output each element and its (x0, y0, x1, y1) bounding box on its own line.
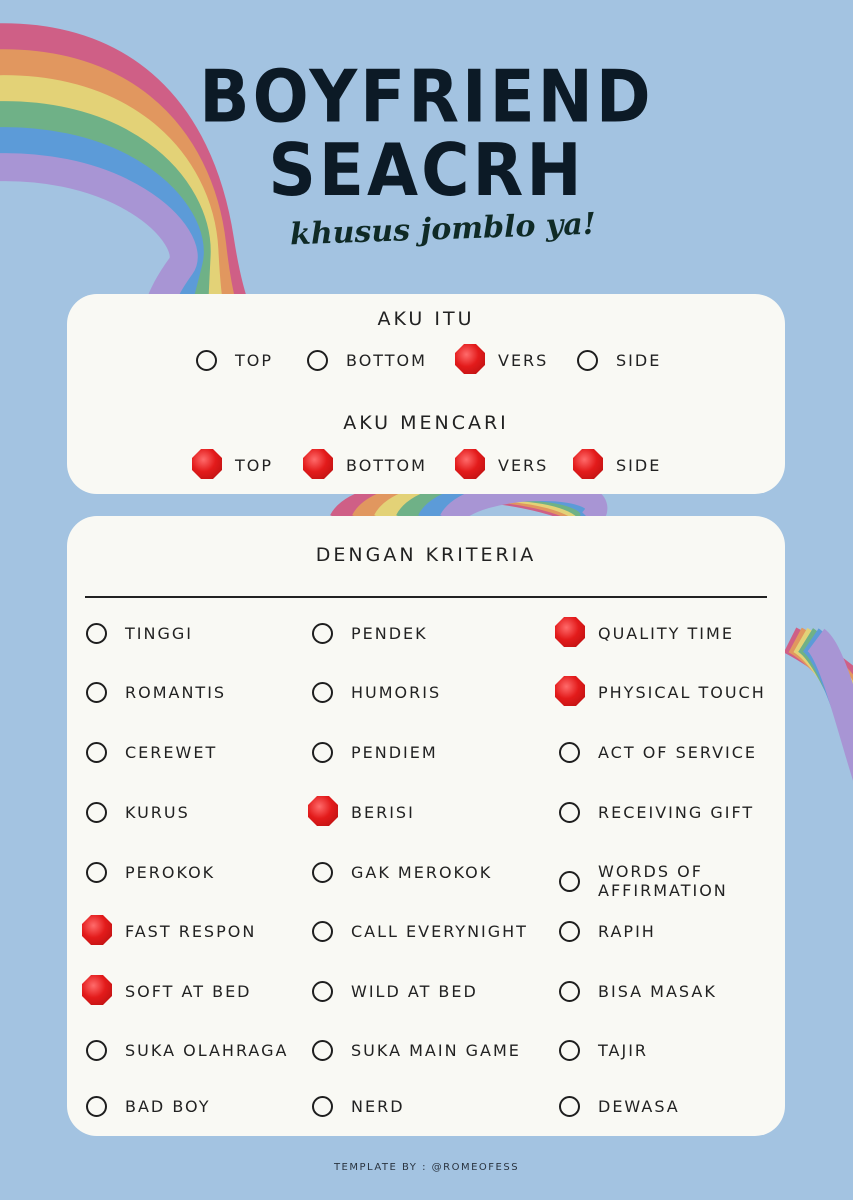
option-label: RAPIH (598, 922, 656, 941)
option-label: VERS (498, 456, 549, 475)
option-label: SIDE (616, 351, 662, 370)
option-label: SIDE (616, 456, 662, 475)
option-label: NERD (351, 1097, 405, 1116)
radio-empty-icon[interactable] (559, 921, 580, 942)
criteria-card (67, 516, 785, 1136)
aku-itu-option-top[interactable] (196, 350, 273, 371)
option-label: PEROKOK (125, 863, 216, 882)
divider (85, 596, 767, 598)
option-label: SUKA OLAHRAGA (125, 1041, 289, 1060)
radio-checked-icon[interactable] (459, 350, 480, 371)
radio-checked-icon[interactable] (86, 981, 107, 1002)
criteria-option-cerewet[interactable] (86, 742, 217, 763)
radio-empty-icon[interactable] (86, 862, 107, 883)
criteria-option-call-everynight[interactable] (312, 921, 528, 942)
radio-checked-icon[interactable] (86, 921, 107, 942)
criteria-option-fast-respon[interactable] (86, 921, 256, 942)
option-label: SOFT AT BED (125, 982, 252, 1001)
radio-empty-icon[interactable] (559, 1096, 580, 1117)
option-label: TAJIR (598, 1041, 649, 1060)
option-label: VERS (498, 351, 549, 370)
option-label: TOP (235, 456, 274, 475)
criteria-option-kurus[interactable] (86, 802, 190, 823)
radio-empty-icon[interactable] (312, 1096, 333, 1117)
radio-checked-icon[interactable] (559, 623, 580, 644)
rainbow-band (800, 640, 853, 772)
criteria-option-tinggi[interactable] (86, 623, 193, 644)
radio-checked-icon[interactable] (577, 455, 598, 476)
option-label: TINGGI (125, 624, 193, 643)
radio-empty-icon[interactable] (86, 623, 107, 644)
criteria-option-rapih[interactable] (559, 921, 656, 942)
rainbow-band (816, 640, 853, 850)
option-label: TOP (235, 351, 274, 370)
option-label: QUALITY TIME (598, 624, 734, 643)
aku-mencari-option-side[interactable] (577, 455, 661, 476)
option-label: FAST RESPON (125, 922, 257, 941)
template-credit: TEMPLATE BY : @ROMEOFESS (333, 1162, 520, 1173)
radio-checked-icon[interactable] (307, 455, 328, 476)
criteria-option-bisa-masak[interactable] (559, 981, 717, 1002)
option-label: SUKA MAIN GAME (351, 1041, 521, 1060)
page-title-line2: SEACRH (268, 128, 585, 213)
option-label: PENDIEM (351, 743, 438, 762)
aku-itu-option-bottom[interactable] (307, 350, 427, 371)
criteria-option-soft-at-bed[interactable] (86, 981, 252, 1002)
criteria-option-tajir[interactable] (559, 1040, 648, 1061)
radio-empty-icon[interactable] (86, 1040, 107, 1061)
radio-empty-icon[interactable] (559, 871, 580, 892)
criteria-option-pendek[interactable] (312, 623, 428, 644)
criteria-option-suka-olahraga[interactable] (86, 1040, 288, 1061)
radio-empty-icon[interactable] (86, 1096, 107, 1117)
radio-empty-icon[interactable] (312, 682, 333, 703)
option-label: WORDS OF AFFIRMATION (598, 862, 728, 900)
radio-checked-icon[interactable] (312, 802, 333, 823)
radio-empty-icon[interactable] (196, 350, 217, 371)
radio-checked-icon[interactable] (559, 682, 580, 703)
option-label: BAD BOY (125, 1097, 211, 1116)
identity-card (67, 294, 785, 494)
radio-empty-icon[interactable] (307, 350, 328, 371)
radio-empty-icon[interactable] (312, 742, 333, 763)
option-label: HUMORIS (351, 683, 442, 702)
page-title-line1: BOYFRIEND (199, 54, 654, 139)
criteria-option-wild-at-bed[interactable] (312, 981, 478, 1002)
option-label: CEREWET (125, 743, 218, 762)
option-label: RECEIVING GIFT (598, 803, 755, 822)
page-subtitle: khusus jomblo ya! (289, 206, 597, 253)
radio-empty-icon[interactable] (312, 862, 333, 883)
radio-empty-icon[interactable] (312, 1040, 333, 1061)
aku-mencari-option-bottom[interactable] (307, 455, 427, 476)
rainbow-band (790, 640, 853, 720)
radio-empty-icon[interactable] (559, 1040, 580, 1061)
kriteria-heading: DENGAN KRITERIA (315, 544, 537, 566)
option-label: BISA MASAK (598, 982, 717, 1001)
aku-mencari-heading: AKU MENCARI (343, 412, 509, 434)
criteria-option-suka-main-game[interactable] (312, 1040, 521, 1061)
option-label: CALL EVERYNIGHT (351, 922, 528, 941)
criteria-option-berisi[interactable] (312, 802, 415, 823)
radio-empty-icon[interactable] (312, 623, 333, 644)
radio-empty-icon[interactable] (559, 802, 580, 823)
option-label: PENDEK (351, 624, 428, 643)
criteria-option-bad-boy[interactable] (86, 1096, 211, 1117)
radio-empty-icon[interactable] (559, 981, 580, 1002)
option-label: WILD AT BED (351, 982, 478, 1001)
radio-empty-icon[interactable] (86, 742, 107, 763)
criteria-option-act-of-service[interactable] (559, 742, 757, 763)
option-label: GAK MEROKOK (351, 863, 493, 882)
radio-checked-icon[interactable] (459, 455, 480, 476)
rainbow-band (795, 640, 853, 746)
radio-empty-icon[interactable] (312, 981, 333, 1002)
radio-empty-icon[interactable] (577, 350, 598, 371)
aku-mencari-option-vers[interactable] (459, 455, 548, 476)
radio-empty-icon[interactable] (86, 682, 107, 703)
criteria-option-receiving-gift[interactable] (559, 802, 754, 823)
option-label: ACT OF SERVICE (598, 743, 758, 762)
aku-itu-option-vers[interactable] (459, 350, 548, 371)
criteria-option-nerd[interactable] (312, 1096, 405, 1117)
criteria-option-perokok[interactable] (86, 862, 215, 883)
criteria-option-words-of-affirmation[interactable] (559, 862, 728, 900)
radio-empty-icon[interactable] (312, 921, 333, 942)
criteria-option-dewasa[interactable] (559, 1096, 680, 1117)
rainbow-band (811, 640, 853, 824)
radio-empty-icon[interactable] (86, 802, 107, 823)
aku-itu-heading: AKU ITU (377, 308, 475, 330)
radio-empty-icon[interactable] (559, 742, 580, 763)
aku-mencari-option-top[interactable] (196, 455, 273, 476)
criteria-option-quality-time[interactable] (559, 623, 734, 644)
option-label: BOTTOM (346, 456, 427, 475)
radio-checked-icon[interactable] (196, 455, 217, 476)
option-label: DEWASA (598, 1097, 680, 1116)
aku-itu-option-side[interactable] (577, 350, 661, 371)
criteria-option-pendiem[interactable] (312, 742, 438, 763)
criteria-option-gak-merokok[interactable] (312, 862, 492, 883)
criteria-option-humoris[interactable] (312, 682, 441, 703)
criteria-option-romantis[interactable] (86, 682, 226, 703)
option-label: BERISI (351, 803, 415, 822)
option-label: KURUS (125, 803, 190, 822)
rainbow-band (806, 640, 853, 798)
option-label: ROMANTIS (125, 683, 227, 702)
option-label: BOTTOM (346, 351, 427, 370)
criteria-option-physical-touch[interactable] (559, 682, 766, 703)
option-label: PHYSICAL TOUCH (598, 683, 766, 702)
